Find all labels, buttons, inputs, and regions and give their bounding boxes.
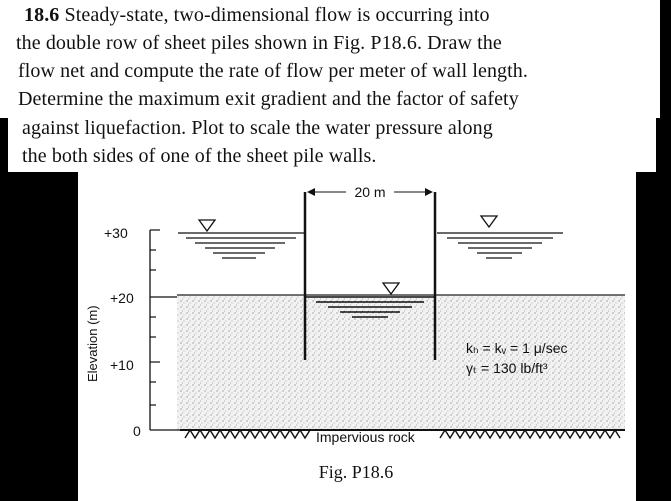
rock-label: Impervious rock [316,429,415,445]
problem-line-5: against liquefaction. Plot to scale the water pressure along [22,117,493,139]
permeability-label: kₕ = kᵥ = 1 μ/sec [466,340,568,356]
problem-line-6: the both sides of one of the sheet pile walls. [22,145,377,167]
soil-region [177,295,625,430]
figure-caption: Fig. P18.6 [318,462,394,482]
problem-number: 18.6 [24,4,60,26]
problem-line-3: flow net and compute the rate of flow per meter of wall length. [18,60,529,82]
tick-label-0: 0 [133,423,141,439]
problem-line-1-text: Steady-state, two-dimensional flow is occurring into [64,4,490,26]
tick-label-30: +30 [104,225,128,241]
unit-weight-label: γₜ = 130 lb/ft³ [466,360,548,376]
dimension-label: 20 m [354,184,386,200]
problem-line-4: Determine the maximum exit gradient and the factor of safety [18,88,519,110]
tick-label-10: +10 [110,357,134,373]
tick-label-20: +20 [110,290,134,306]
problem-line-2: the double row of sheet piles shown in Fig. P18.6. Draw the [16,32,502,54]
axis-title: Elevation (m) [85,305,100,382]
